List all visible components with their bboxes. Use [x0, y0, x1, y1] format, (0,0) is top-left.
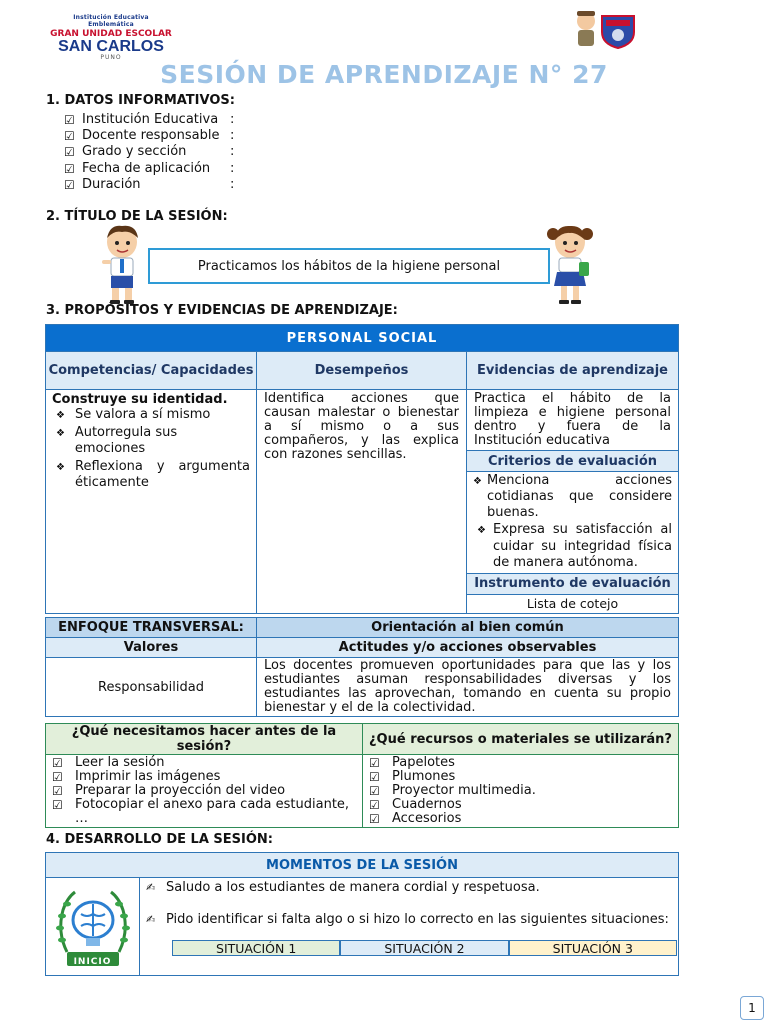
col-desempenos-header: Desempeños: [257, 352, 467, 390]
list-item: ❖ Se valora a sí mismo: [56, 407, 211, 422]
checkbox-icon: ☑: [52, 798, 63, 812]
session-title-box: [148, 248, 550, 284]
antes-header: ¿Qué necesitamos hacer antes de la sesión?: [46, 724, 363, 755]
list-item: ☑ Institución Educativa :: [64, 112, 235, 127]
list-item: ☑ Grado y sección :: [64, 144, 235, 160]
evidencia-cell: Practica el hábito de la limpieza e higiene personal dentro y fuera de la Institución educativa: [467, 390, 679, 451]
paragraph-2: ✍ Pido identificar si falta algo o si hizo lo correcto en las siguientes situaciones:: [146, 912, 669, 927]
list-item: ☑ Accesorios: [369, 811, 462, 826]
instrumento-header: Instrumento de evaluación: [467, 573, 679, 594]
checkbox-icon: ☑: [64, 129, 75, 144]
list-item: ☑ Imprimir las imágenes: [52, 769, 221, 784]
criterios-cell: [467, 472, 679, 574]
datos-list: [64, 112, 234, 193]
list-item: ❖ Reflexiona y argumenta éticamente: [56, 459, 250, 490]
diamond-bullet-icon: ❖: [477, 525, 486, 536]
situacion-3: SITUACIÓN 3: [509, 940, 677, 956]
checkbox-icon: ☑: [64, 145, 75, 160]
checkbox-icon: ☑: [52, 756, 63, 770]
criterios-header: Criterios de evaluación: [467, 451, 679, 472]
desempeno-cell: Identifica acciones que causan malestar o bienestar a sí mismo o a sus compañeros, y las explica con razones sencillas.: [257, 390, 467, 614]
valor-cell: Responsabilidad: [46, 658, 257, 717]
recursos-header: ¿Qué recursos o materiales se utilizarán?: [363, 724, 679, 755]
section-datos-heading: 1. DATOS INFORMATIVOS:: [46, 93, 235, 108]
inicio-cell: [46, 878, 140, 976]
checkbox-icon: ☑: [369, 784, 380, 798]
list-item: ☑ Leer la sesión: [52, 755, 165, 770]
list-item: ☑ Papelotes: [369, 755, 455, 770]
actitudes-header: Actitudes y/o acciones observables: [257, 638, 679, 658]
list-item: ☑ Fotocopiar el anexo para cada estudiante, …: [52, 797, 350, 826]
list-item: ☑ Cuadernos: [369, 797, 462, 812]
writing-hand-icon: ✍: [146, 881, 156, 894]
valores-header: Valores: [46, 638, 257, 658]
recursos-list: [363, 755, 679, 828]
list-item: ❖ Menciona acciones cotidianas que considere buenas.: [473, 473, 672, 520]
list-item: ☑ Plumones: [369, 769, 456, 784]
enfoque-table: [45, 617, 679, 717]
checkbox-icon: ☑: [52, 770, 63, 784]
section-propositos-heading: 3. PROPÓSITOS Y EVIDENCIAS DE APRENDIZAJE:: [46, 303, 398, 318]
emblem-icon: [572, 8, 642, 50]
section-desarrollo-heading: 4. DESARROLLO DE LA SESIÓN:: [46, 832, 273, 847]
diamond-bullet-icon: ❖: [56, 410, 65, 421]
diamond-bullet-icon: ❖: [473, 476, 482, 487]
checkbox-icon: ☑: [369, 798, 380, 812]
logo-line2: GRAN UNIDAD ESCOLAR: [50, 29, 172, 39]
list-item: ❖ Autorregula sus emociones: [56, 425, 178, 456]
writing-hand-icon: ✍: [146, 913, 156, 926]
checkbox-icon: ☑: [52, 784, 63, 798]
diamond-bullet-icon: ❖: [56, 428, 65, 439]
checkbox-icon: ☑: [369, 756, 380, 770]
desarrollo-table: [45, 852, 679, 976]
list-item: ☑ Docente responsable :: [64, 128, 235, 144]
list-item: ☑ Fecha de aplicación :: [64, 160, 235, 176]
girl-illustration-icon: [546, 222, 594, 306]
checkbox-icon: ☑: [369, 812, 380, 826]
propositos-table: [45, 324, 679, 614]
col-evidencias-header: Evidencias de aprendizaje: [467, 352, 679, 390]
inicio-content: [140, 878, 679, 976]
enfoque-value: Orientación al bien común: [257, 618, 679, 638]
logo-line3: SAN CARLOS: [58, 38, 164, 55]
situacion-1: SITUACIÓN 1: [172, 940, 340, 956]
boy-illustration-icon: [98, 222, 146, 306]
session-title-text: Practicamos los hábitos de la higiene personal: [197, 258, 501, 274]
checkbox-icon: ☑: [369, 770, 380, 784]
situacion-2: SITUACIÓN 2: [340, 940, 508, 956]
competencia-title: Construye su identidad.: [52, 392, 228, 407]
instrumento-cell: Lista de cotejo: [467, 594, 679, 613]
list-item: ☑ Duración :: [64, 176, 235, 192]
competencias-cell: [46, 390, 257, 614]
inicio-label: INICIO: [73, 957, 112, 967]
logo-line4: PUNO: [100, 54, 122, 61]
checkbox-icon: ☑: [64, 177, 75, 192]
actitud-cell: Los docentes promueven oportunidades para que las y los estudiantes asuman responsabilidades diversas y los estudiantes las aprovechan, tomando en cuenta su propio bienestar y el de la colectividad.: [257, 658, 679, 717]
area-band: PERSONAL SOCIAL: [46, 325, 679, 352]
checkbox-icon: ☑: [64, 161, 75, 176]
section-titulo-heading: 2. TÍTULO DE LA SESIÓN:: [46, 209, 228, 224]
diamond-bullet-icon: ❖: [56, 462, 65, 473]
list-item: ❖ Expresa su satisfacción al cuidar su integridad física de manera autónoma.: [473, 522, 672, 572]
logo-line1: Institución Educativa Emblemática: [73, 14, 149, 28]
page-title: SESIÓN DE APRENDIZAJE N° 27: [160, 60, 608, 89]
page-number: 1: [740, 996, 764, 1020]
list-item: ☑ Preparar la proyección del video: [52, 783, 286, 798]
antes-list: [46, 755, 363, 828]
preparacion-table: [45, 723, 679, 828]
checkbox-icon: ☑: [64, 113, 75, 127]
enfoque-label: ENFOQUE TRANSVERSAL:: [46, 618, 257, 638]
paragraph-1: ✍ Saludo a los estudiantes de manera cordial y respetuosa.: [146, 880, 540, 895]
momentos-header: MOMENTOS DE LA SESIÓN: [46, 853, 679, 878]
col-competencias-header: Competencias/ Capacidades: [46, 352, 257, 390]
school-logo: [50, 14, 172, 61]
situaciones-row: [172, 940, 677, 956]
list-item: ☑ Proyector multimedia.: [369, 783, 536, 798]
